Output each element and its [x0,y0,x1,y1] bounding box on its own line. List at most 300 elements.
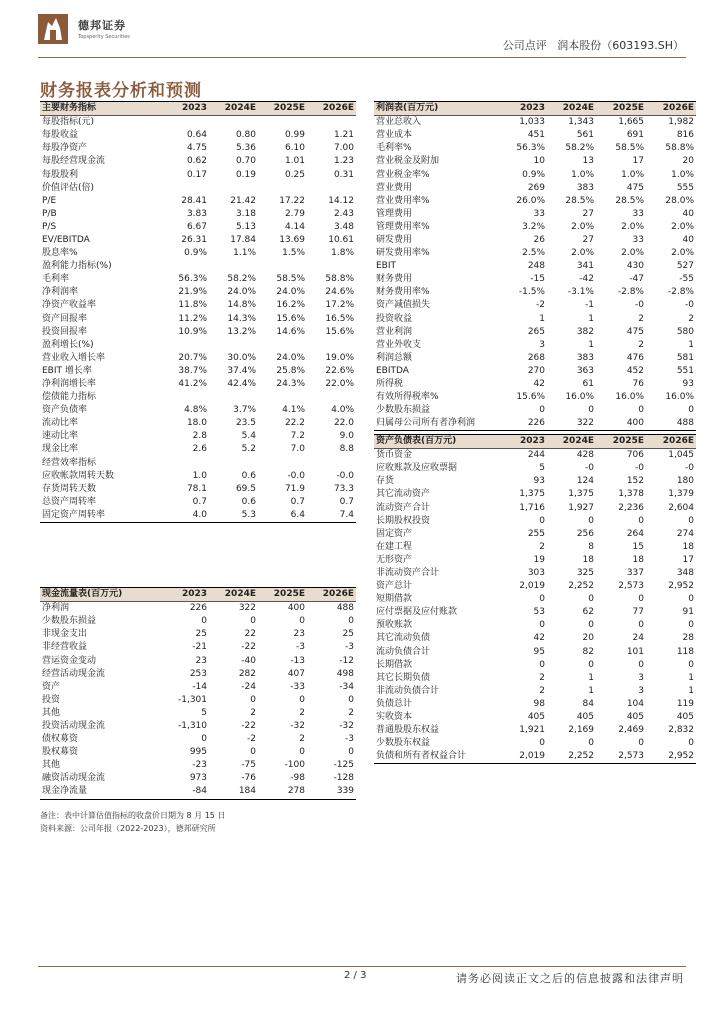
row-label: 投资回报率 [42,326,88,337]
cell-value: 19.0% [325,352,354,363]
table-row [374,515,696,528]
cell-value: 22.0% [325,379,354,390]
cell-value: 4.75 [186,143,207,154]
row-label: 无形资产 [376,554,413,565]
table-row [374,260,696,273]
cell-value: 24.6% [325,287,354,298]
cell-value: 21.42 [230,195,256,206]
row-label: 研发费用 [376,234,413,245]
cell-value: 551 [676,365,694,376]
cell-value: 1.8% [331,248,354,259]
table-row [374,501,696,514]
table-row [374,142,696,155]
cell-value [258,457,307,470]
cell-value: 42 [533,633,545,644]
cell-value: 18 [632,554,644,565]
cell-value: 400 [287,603,305,614]
cell-value: 555 [676,182,694,193]
cell-value: 98 [533,698,545,709]
cell-value: -32 [339,720,354,731]
cell-value: 58.5% [615,143,644,154]
cell-value: 14.3% [227,313,256,324]
cell-value: 78.1 [186,483,207,494]
cell-value: 0 [348,616,354,627]
cell-value: 6.10 [284,143,305,154]
cell-value: 2,469 [618,725,644,736]
table-row [374,247,696,260]
table-row [40,457,356,470]
row-label: 现金净流量 [42,786,88,797]
cell-value: 2 [250,707,256,718]
cell-value: 1,982 [668,117,694,128]
row-label: 经营效率指标 [42,457,97,468]
cell-value: 3.18 [235,208,256,219]
cell-value: 14.6% [276,326,305,337]
table-row [374,391,696,404]
cell-value: 706 [626,450,644,461]
table-row [374,365,696,378]
cell-value: 0.64 [186,130,207,141]
cell-value [307,182,356,195]
doc-type: 公司点评 [502,39,547,52]
cell-value: 0 [250,694,256,705]
cell-value: 1.21 [333,130,354,141]
cell-value: 58.8% [665,143,694,154]
column-header: 2023 [498,102,547,116]
row-label: 在建工程 [376,541,413,552]
cell-value: 24.0% [276,287,305,298]
cell-value: 0 [588,594,594,605]
table-row [374,475,696,488]
cell-value: 3.83 [186,208,207,219]
cell-value: -33 [290,681,305,692]
footer-divider [38,966,686,967]
cell-value: 40 [682,208,694,219]
cell-value: 255 [527,528,545,539]
cell-value: 488 [336,603,354,614]
table-row [40,746,356,759]
cell-value: 407 [287,668,305,679]
cell-value: 69.5 [235,483,256,494]
cell-value: 61 [582,379,594,390]
table-row [374,593,696,606]
cell-value: 0 [688,738,694,749]
cell-value: 27 [582,208,594,219]
cell-value: 2 [348,707,354,718]
row-label: 非流动资产合计 [376,567,440,578]
cell-value: 0 [539,515,545,526]
cell-value: 0.6 [241,496,256,507]
cell-value: 22 [244,629,256,640]
cell-value: 2.0% [621,248,644,259]
cell-value: 282 [238,668,256,679]
table-row [374,234,696,247]
row-label: 现金比率 [42,444,79,455]
cell-value: 33 [533,208,545,219]
cell-value: 226 [527,418,545,429]
row-label: 管理费用 [376,208,413,219]
table-header-row [374,435,696,449]
table-row [374,326,696,339]
cell-value: 816 [676,130,694,141]
cell-value: 2,019 [519,751,545,762]
cell-value: 2,952 [668,581,694,592]
cell-value: 16.0% [565,392,594,403]
cell-value: 405 [576,712,594,723]
table-row [40,129,356,142]
table-row [40,470,356,483]
cell-value: 26.31 [181,234,207,245]
header-info [503,37,684,53]
cell-value: 17.84 [230,234,256,245]
cell-value: -0 [685,300,694,311]
row-label: 净资产收益率 [42,300,97,311]
cell-value: -14 [192,681,207,692]
cell-value: -1 [585,300,594,311]
cell-value [209,182,258,195]
cell-value: 1.5% [282,248,305,259]
row-label: 存货 [376,476,395,487]
cell-value: 0 [588,738,594,749]
cell-value: 23 [195,655,207,666]
table-row [40,365,356,378]
row-label: P/S [42,221,57,232]
table-row [40,378,356,391]
table-row [374,724,696,737]
row-label: 营业收入增长率 [42,352,106,363]
cell-value: 2 [638,339,644,350]
row-label: 投资收益 [376,313,413,324]
row-label: 利润总额 [376,352,413,363]
table-row [374,619,696,632]
cell-value: 488 [676,418,694,429]
cell-value: -15 [530,274,545,285]
cell-value: 95 [533,646,545,657]
cell-value: 1 [588,313,594,324]
table-row [40,339,356,352]
column-header: 2023 [498,435,547,449]
row-label: 净利润率 [42,287,79,298]
cell-value [307,339,356,352]
cell-value: 527 [676,261,694,272]
cell-value: 1.23 [333,156,354,167]
cell-value: 2.8 [192,431,207,442]
table-row [40,602,356,616]
cell-value: 2 [688,313,694,324]
cell-value: 3.7% [233,405,256,416]
row-label: 投资 [42,694,61,705]
cell-value: 1,375 [519,489,545,500]
cell-value: 1 [588,339,594,350]
cell-value: 2 [539,685,545,696]
cell-value: 15.6% [516,392,545,403]
cell-value: 28.0% [665,195,694,206]
row-label: 股息率% [42,248,78,259]
cell-value: 2,252 [568,581,594,592]
cell-value: -0 [685,463,694,474]
cell-value: 42.4% [227,379,256,390]
cell-value [160,116,209,130]
cell-value: -22 [241,642,256,653]
cell-value: 0 [348,747,354,758]
cell-value: 3.2% [522,221,545,232]
cell-value: 6.4 [290,509,305,520]
cell-value: 476 [626,352,644,363]
source-note: 资料来源：公司年报（2022-2023），德邦研究所 [40,824,216,833]
table-row [40,681,356,694]
cell-value: 325 [576,567,594,578]
table-row [374,646,696,659]
cell-value: 1.0% [621,169,644,180]
column-header: 2024E [547,102,596,116]
cell-value: 0 [688,405,694,416]
cell-value: 363 [576,365,594,376]
cell-value: 77 [632,607,644,618]
cell-value: 337 [626,567,644,578]
cell-value: 0.25 [284,169,305,180]
header-divider [38,57,686,58]
cell-value [258,182,307,195]
table-row [40,221,356,234]
cell-value: 93 [682,379,694,390]
row-label: 其它流动资产 [376,489,431,500]
cell-value: 10.61 [328,234,354,245]
cell-value: 2.0% [671,221,694,232]
cell-value: 15.6% [325,326,354,337]
cell-value: 0 [688,515,694,526]
table-row [374,352,696,365]
row-label: 资产回报率 [42,313,88,324]
cell-value: 17 [682,554,694,565]
cell-value: 0 [250,616,256,627]
table-row [40,430,356,443]
table-row [374,417,696,431]
table-row [40,654,356,667]
table-row [374,567,696,580]
cell-value [209,457,258,470]
table-row [374,606,696,619]
cell-value: 0 [299,747,305,758]
cell-value: 248 [527,261,545,272]
cell-value: 7.2 [290,431,305,442]
cell-value: 405 [676,712,694,723]
cell-value: 17.22 [279,195,305,206]
cell-value: 0.70 [235,156,256,167]
row-label: 短期借款 [376,594,413,605]
cell-value: 475 [626,182,644,193]
row-label: 流动比率 [42,418,79,429]
cell-value: 1,033 [519,117,545,128]
table-row [374,273,696,286]
row-label: 营运资金变动 [42,655,97,666]
row-label: 长期股权投资 [376,515,431,526]
row-label: 普通股股东权益 [376,725,440,736]
table-row [374,462,696,475]
table-row [374,129,696,142]
indicators-table [40,101,356,523]
table-row [40,628,356,641]
company-logo [38,12,173,48]
row-label: 资产 [42,681,61,692]
table-title: 资产负债表(百万元) [374,435,498,449]
cell-value: -3.1% [567,287,594,298]
row-label: 净利润 [42,603,70,614]
cell-value: 0.6 [241,470,256,481]
table-row [374,404,696,417]
cell-value: 1,343 [568,117,594,128]
row-label: 流动资产合计 [376,502,431,513]
cell-value: 256 [576,528,594,539]
cell-value: -3 [345,734,354,745]
row-label: 其他 [42,707,61,718]
cell-value: 42 [533,379,545,390]
cell-value: 16.2% [276,300,305,311]
table-row [374,208,696,221]
cell-value: 73.3 [333,483,354,494]
row-label: 非现金支出 [42,629,88,640]
table-row [374,580,696,593]
table-row [40,208,356,221]
table-title: 主要财务指标 [40,102,160,116]
cell-value: 26.0% [516,195,545,206]
cell-value: 23 [293,629,305,640]
cell-value: 11.2% [178,313,207,324]
table-row [374,449,696,463]
row-label: 毛利率% [376,143,412,154]
cell-value: 28.5% [565,195,594,206]
table-row [40,785,356,799]
cell-value: -24 [241,681,256,692]
cell-value: -23 [192,760,207,771]
cell-value: 20 [582,633,594,644]
cell-value: 0 [638,620,644,631]
cell-value: 184 [238,786,256,797]
row-label: 负债和所有者权益合计 [376,751,467,762]
column-header: 2023 [160,588,209,602]
table-row [374,182,696,195]
cell-value: 124 [576,476,594,487]
cell-value: -13 [290,655,305,666]
cell-value: 2.0% [621,221,644,232]
cell-value: 1,665 [618,117,644,128]
cell-value: 244 [527,450,545,461]
row-label: EBITDA [376,365,409,376]
cell-value [160,339,209,352]
cell-value: 580 [676,326,694,337]
cell-value: 0.99 [284,130,305,141]
column-header: 2025E [596,435,646,449]
cell-value: 5 [539,463,545,474]
cell-value: 0.19 [235,169,256,180]
row-label: 少数股东损益 [376,405,431,416]
cell-value: 17.2% [325,300,354,311]
cell-value: 2 [638,313,644,324]
cell-value: 0 [201,616,207,627]
row-label: P/E [42,195,57,206]
row-label: 营业费用率% [376,195,430,206]
row-label: 营业利润 [376,326,413,337]
row-label: 融资活动现金流 [42,773,106,784]
table-title: 利润表(百万元) [374,102,498,116]
cell-value: -84 [192,786,207,797]
cell-value: 2.5% [522,248,545,259]
row-label: 其他 [42,760,61,771]
cell-value: 82 [582,646,594,657]
cell-value: 995 [189,747,207,758]
table-row [374,632,696,645]
cell-value: 339 [336,786,354,797]
cell-value: 25 [342,629,354,640]
logo-name-cn: 德邦证券 [78,19,126,32]
cell-value: 71.9 [284,483,305,494]
row-label: 非经营收益 [42,642,88,653]
cell-value: 451 [527,130,545,141]
cell-value: -100 [284,760,305,771]
cell-value: 0 [299,616,305,627]
table-row [40,313,356,326]
cell-value: 0 [688,659,694,670]
cell-value [307,116,356,130]
table-row [40,234,356,247]
cell-value: 0 [638,659,644,670]
cell-value: 581 [676,352,694,363]
cell-value: 2.0% [571,248,594,259]
cell-value: 226 [189,603,207,614]
cell-value: 405 [527,712,545,723]
balance-table [374,434,696,764]
column-header: 2026E [307,102,356,116]
table-row [40,509,356,523]
cell-value: 2.0% [671,248,694,259]
section-title: 财务报表分析和预测 [40,81,202,101]
cell-value: 341 [576,261,594,272]
table-row [40,772,356,785]
table-row [374,378,696,391]
row-label: 其它流动负债 [376,633,431,644]
row-label: 资产减值损失 [376,300,431,311]
cell-value: 13.2% [227,326,256,337]
cell-value: 18 [682,541,694,552]
cell-value: -2 [536,300,545,311]
row-label: 营业外收支 [376,339,422,350]
table-row [374,221,696,234]
cell-value: 1,045 [668,450,694,461]
cell-value: -75 [241,760,256,771]
row-label: 所得税 [376,379,404,390]
cell-value: 14.12 [328,195,354,206]
cell-value: -1.5% [518,287,545,298]
cell-value: 0 [348,694,354,705]
cell-value: 7.4 [339,509,354,520]
cell-value: 15.6% [276,313,305,324]
cell-value: 25 [195,629,207,640]
cell-value: 19 [533,554,545,565]
row-label: EBIT 增长率 [42,365,92,376]
table-row [40,299,356,312]
cell-value: -3 [345,642,354,653]
table-row [374,299,696,312]
cell-value: 0.31 [333,169,354,180]
table-header-row [374,102,696,116]
table-row [40,352,356,365]
cell-value [258,260,307,273]
cell-value: 0.9% [522,169,545,180]
cell-value: 119 [676,698,694,709]
cell-value: 2,169 [568,725,594,736]
row-label: 债权募资 [42,734,79,745]
row-label: 每股净资产 [42,143,88,154]
table-row [40,759,356,772]
